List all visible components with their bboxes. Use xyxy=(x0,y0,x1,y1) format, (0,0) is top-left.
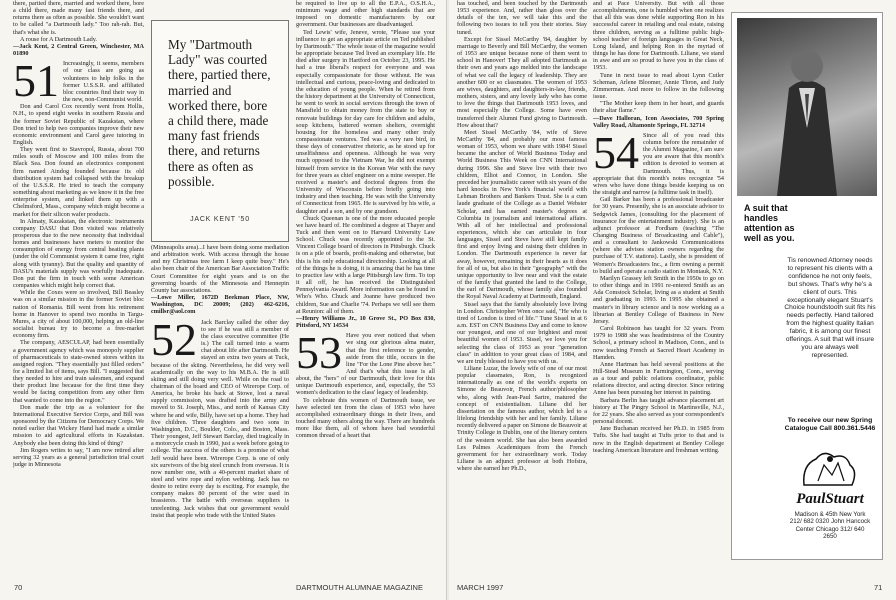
paragraph: While the Coxes were so involved, Bill Beasley was on a similar mission in the former Soviet bloc nation of Romania. Bill went from his retirement home in Hanover to spend two months in Targu-Mures, a city of about 100,000, helping an old-line socialist bureau try to become a free-market economy firm. xyxy=(13,289,144,340)
paragraph: In Almaty, Kazakstan, the electronic instruments company DASU that Don visited was relatively prosperous due to the new necessity that individual homes and businesses have meters to monitor the consumption of energy from central heating plants (under the old Communist system it came free, right along with tyranny). But the quality and quantity of DASU's materials supply was woefully inadequate. Don put the firm in touch with some American companies which might help correct that. xyxy=(13,217,144,290)
paragraph: be required to live up to all the E.P.A., O.S.H.A., minimum wage and other high standards that are imposed on domestic manufacturers by our government. Our businesses are disadvantaged. xyxy=(296,0,435,29)
paragraph: (Minneapolis area)...I have been doing some mediation and arbitration work. With access through the house and my Christmas tree farm I keep quite busy." He's also been chair of the American Bar Association Traffic Court Committee for eight years and is on the governing boards of the Minnesota and Hennepin County bar associations. xyxy=(151,244,289,294)
paragraph: They went first to Stavropol, Russia, about 700 miles south of Moscow and 100 miles from the Black Sea. Don found an electronics component firm named Aindog founded because its old distribution system had collapsed with the breakup of the U.S.S.R. He tried to teach the company something about marketing as we know it in the free enterprise system, and linked them up with a Chelmsford, Mass., company which might become a market for their silicon wafer products. xyxy=(13,146,144,218)
advertisement[interactable] xyxy=(731,12,883,560)
magazine-title: DARTMOUTH ALUMNAE MAGAZINE xyxy=(296,583,423,592)
ad-call-to-action[interactable]: To receive our new Spring Catalogue Call 800.361.5446 xyxy=(784,417,876,432)
class-year-number: 51 xyxy=(13,55,59,107)
paragraph: The company, AESCULAP, had been essentially a government agency which was monopoly supplier of pharmaceuticals to state-owned stores within its assigned region. "They essentially just filled orders" for a limited list of items, says Bill. "I suggested that they needed to hire and train salesmen, and expand their product line because for the first time they would be facing competition from any other firm that wanted to come into the region." xyxy=(13,339,144,404)
paragraph: Jack Barclay called the other day to see if he was still a member of the class executive committee (He is.) The call turned into a warm chat about life after Dartmouth. He stayed an extra two years at Tuck, because of the skiing. Nevertheless, he did very well academically on the way to his M.B.A. He is still skiing and still doing very well. While on the road to chairman of the board and CEO of Wirerope Corp. of America, he broke his back at Stowe, lost a naval supply commission, was drafted into the army and moved to St. Joseph, Miss., and north of Kansas City where he and wife, Billy, have set up a home. They had five children. Three daughters and two sons in Washington, D.C., Boulder, Colo., and Boston, Mass. Their youngest, Jeff Stewart Barclay, died tragically in a motorcycle crash in 1990, just a week before going to college. The success of the others is a promise of what Jeff would have been. Wirerope Corp. is one of only six survivors of the big steel crunch from overseas. It is now number one, with a 40-percent market share of steel and wire rope and nylon webbing. Jack has no desire to retire every day is exciting. For example, the company makes 80 percent of the wire used in brassieres. The battle with overseas suppliers is unrelenting. Jack wishes that our government would insist that people who trade with the United States xyxy=(151,318,289,519)
right-column-2 xyxy=(593,0,724,575)
paragraph: and at Pace University. But with all those accomplishments, one is humbled when one realizes that all this was done while supporting Ron in his successful career in retailing and real estate, raising three children, serving as a fulltime public high-school teacher of foreign languages in Great Neck, Long Island, and helping Ron in the myriad of things he has done for Dartmouth. Liliane, we stand in awe and are so proud to have you in the class of 1953. xyxy=(593,0,724,72)
signature: —Lowe Miller, 1672D Beekman Place, NW, Washington, DC 20009; (202) 462-6216, cmillsr@aol.com xyxy=(151,294,289,316)
paragraph: Meet Sissel McCarthy '84, wife of Steve McCarthy '84, and probably our most famous woman of 1953, whom we share with 1984! Sissel became the anchor of World Business Today and World Business This Week on CNN International during 1996. She and Steve live with their two children, Elliot and Connor, in London. She preceded her journalistic career with six years of the hard knocks in New York's financial world with Lehman Brothers and Bankers Trust. She is a cum laude graduate of the College as a Daniel Webster Scholar, and has earned master's degrees at Columbia in journalism and international affairs. With all of her intellectual and professional experiences, which she can articulate in four languages, Sissel and Steve have still kept family first and enjoy living and raising their children in London. The Dartmouth experience is never far away, however, remaining in their hearts as it does for all of us, but also in their "geography" with the unique opportunity to live near and visit the estate of the family that granted the land to the College, the earl of Dartmouth, whose family also founded the Royal Naval Academy at Dartmouth, England. xyxy=(457,128,587,301)
pull-quote-text: My "Dartmouth Lady" was courted there, partied there, married and worked there, bore a child there, made many fast friends there, and returns there as often as possible. xyxy=(168,37,271,189)
left-page xyxy=(0,0,447,600)
paragraph: has touched, and been touched by the Dartmouth 1953 experience. And, rather than gloss over the details of the ten, we will take this and the following two issues to tell you their stories. Stay tuned. xyxy=(457,0,587,36)
ad-brand-name: PaulStuart xyxy=(796,491,864,507)
class-year-number: 52 xyxy=(151,313,197,365)
page-number-left: 70 xyxy=(14,583,23,592)
paragraph: Have you ever noticed that when we sing our glorious alma mater, that the first reference to gender, aside from the title, occurs in the line "For the Lone Pine above her." And that's what this issue is all about, the "hers" of our Dartmouth, their love for this unique Dartmouth experience, and, especially, the '53 women's dedication to the class' legacy of leadership. xyxy=(296,332,435,397)
paragraph: Carol Robinson has taught for 32 years. From 1979 to 1988 she was headmistress of the Country School, a primary school in Madison, Conn., and is now teaching French at Sacred Heart Academy in Hamden. xyxy=(593,325,724,361)
paragraph: Jane Buchanan received her Ph.D. in 1985 from Tufts. She had taught at Tufts prior to that and is now in the English department at Bentley College teaching American literature and freshman writing. xyxy=(593,425,724,454)
paragraph: Increasingly, it seems, members of our class are going as volunteers to help folks in the former U.S.S.R. and affiliated bloc countries find their way in the new, non-Communist world. xyxy=(63,60,144,104)
paragraph: "The Mother keep them in her heart, and guards their altar flame." xyxy=(593,100,724,115)
paragraph: Don made the trip as a volunteer for the International Executive Service Corps, and Bill was sponsored by the Citizens for Democracy Corps. We noted earlier that Wickey Hand had made a similar mission to aid agricultural efforts in Kazakstan. Anybody else been doing this kind of thing? xyxy=(13,403,144,447)
paragraph: Except for Sissel McCarthy '84, daughter by marriage to Beverly and Bill McCarthy, the women of 1953 are unique because none of them went to school in Hanover! They all adopted Dartmouth as their own and years ago melded into the landscape of what we call the legacy of leadership. They are another 600 or so classmates. The women of 1953 are wives, daughters, and daughters-in-law, friends, mothers, sisters, and any lovely lady who has come to love the things that Dartmouth 1953 loves, and most especially the College. Some have even transferred their Alumni Fund giving to Dartmouth. How about that? xyxy=(457,35,587,129)
paragraph: Since all of you read this column before the remainder of the Alumni Magazine, I am sure you are aware that this month's edition is devoted to women at Dartmouth. Thus, it is appropriate that this month's notes recognize '54 wives who have done things beside keeping us on the straight and narrow (a fulltime task in itself). xyxy=(593,131,724,197)
paul-stuart-logo-icon xyxy=(794,445,866,489)
paragraph: Jim Rogers writes to say, "I am now retired after serving 32 years as a general jurisdiction trial court judge in Minnesota xyxy=(13,446,144,468)
ad-photo xyxy=(737,18,877,196)
pull-quote-attribution: JACK KENT '50 xyxy=(190,216,250,223)
paragraph: Ted Lewis' wife, Jeneve, wrote, "Please use your influence to get an appropriate article on Ted published by Dartmouth." The whole issue of the magazine would be appropriate because Ted lived an exemplary life. He died after surgery in Hartford on October 23, 1995. He had a true liberal's respect for everyone and was especially compassionate for those without. He was intellectual and curious, peace-loving and dedicated to the education of young people. When he retired from the history department at the University of Connecticut, he went to work in social services through the town of Mansfield to obtain money from the state to buy or renovate buildings for day care for children and adults, soup kitchens, battered women shelters, overnight housing for the homeless and many other truly compassionate ventures. Ted was a very rare bird, in these days of conservative rhetoric, as he stood up for unselfishness and openness. Although he was very much opposed to the Vietnam War, he did not exempt himself from service in the Korean War with the navy for three years as chief engineer on a mine sweeper. He received a master's and doctoral degrees from the University of Wisconsin before briefly going into industry and then teaching. He was with the University of Connecticut from 1965. He is survived by his wife, a daughter and a son, and by one grandson. xyxy=(296,28,435,215)
page-number-right: 71 xyxy=(874,583,883,592)
left-column-2 xyxy=(151,244,289,575)
signature: —Jack Kent, 2 Central Green, Winchester, MA 01890 xyxy=(13,42,144,58)
pull-quote xyxy=(151,20,289,242)
paragraph: To celebrate this women of Dartmouth issue, we have selected ten from the class of 1953 who have accomplished extraordinary things in their lives, and touched many others along the way. There are hundreds more like them, all of whom have had wonderful common thread of a heart that xyxy=(296,396,435,440)
paragraph: Gail Barker has been a professional broadcaster for 30 years. Presently, she is an associate advisor to Sedgwick James, (consulting for the placement of insurance for the entertainment industry). She is an adjunct professor at Fordham (teaching "The Changing Business of Broadcasting and Cable"), and a consultant to Jankowski Communications (where she advises station owners regarding the purchase of T.V. stations). Lastly, she is president of Women's Broadcasters Inc., a firm owning a permit to build and operate a radio station in Montauk, N.Y. xyxy=(593,196,724,275)
paragraph: Don and Carol Cox recently went from Hollis, N.H., to spend eight weeks in southern Russia and the former Soviet Republic of Kazakstan, where Don tried to help two companies improve their new economic environment and Carol gave tutoring in English. xyxy=(13,103,144,146)
right-column-1 xyxy=(457,0,587,575)
ad-body: Tis renowned Attorney needs to represent his clients with a confidence he not only feels, but shows. That's why he's a client of ours. This exceptionally elegant Stuart's Choice houndstooth suit fits his needs perfectly. Hand tailored from the highest quality Italian fabric, it is among our finest offerings. A suit that will insure you are always well represented. xyxy=(784,257,876,359)
paragraph: Marilyn Grassey left Smith in the 1950s to go on to other things and in 1991 re-entered Smith as an Ada Comstock Scholar, living as a student at Smith and graduating in 1993. In 1995 she obtained a master's in library science and is now working as a librarian at Bentley College of Business in New Jersey. xyxy=(593,274,724,325)
suit-figure-icon xyxy=(737,18,877,196)
ad-headline: A suit that handles attention as well as you. xyxy=(744,203,795,243)
class-year-number: 54 xyxy=(593,126,639,178)
issue-date: MARCH 1997 xyxy=(457,583,504,592)
left-column-1 xyxy=(13,0,144,575)
paragraph: Barbara Berlin has taught advance placement art history at The Pingry School in Martinsville, N.J., for 22 years. She also served as your correspondent's personal docent. xyxy=(593,396,724,426)
paragraph: Sissel says that the family absolutely love living in London. Christopher Wren once said, "He who is tired of London is tired of life." Tune Sissel in at 6 a.m. EST on CNN Business Day and come to know our youngest, and one of our brightest and most beautiful women of 1953. Sissel, we love you for selecting the class of 1953 as your "generation class" in addition to your great class of 1984, and we are truly blessed to have you with us. xyxy=(457,300,587,365)
class-year-number: 53 xyxy=(296,327,342,379)
paragraph: Anne Hartman has held several positions at the Hill-Stead Museum in Farmington, Conn., serving as a tour and public relations coordinator, public relations director, and acting director. Since retiring Anne has been pursuing her interest in painting. xyxy=(593,360,724,397)
right-page xyxy=(449,0,896,600)
left-column-3 xyxy=(296,0,435,575)
signature: —Dave Halloran, Icon Associates, 700 Spring Valley Road, Altamonte Springs, FL 32714 xyxy=(593,114,724,129)
paragraph: Liliane Luzar, the lovely wife of one of our most popular classmates, Ron, is recognized internationally as one of the world's experts on Simone de Beauvoir, French author/philosopher who, along with Jean-Paul Sartre, matured the concept of existentialism. Liliane did her dissertation on the famous author, which led to a lifelong friendship with her and her family. Liliane recently delivered a paper on Simone de Beauvoir at Trinity College in Dublin, one of the literary centers of the western world. She has also been awarded Les Palmes Academiques from the French government for her extraordinary work. Today Liliane is an adjunct professor at both Hofstra, where she earned her Ph.D., xyxy=(457,364,587,473)
intro-paragraph: there, partied there, married and worked there, bore a child there, made many fast friends there, and returns there as often as possible. She wouldn't want to be called "a Dartmouth lady." Too rah-rah. But, that's what she is. xyxy=(13,0,144,36)
ad-address: Madison & 45th New York 212/ 682 0320 John Hancock Center Chicago 312/ 640 2650 xyxy=(789,511,871,541)
paragraph: Tune in next issue to read about Lynn Cutler Scheman, Arlene Bloomer, Annie Thron, and Judy Zimmerman. And more to follow in the following issue. xyxy=(593,71,724,101)
paragraph: Chuck Queenan is one of the more educated people we have heard of. He combined a degree at Thayer and Tuck and then went on to Harvard University Law School. Chuck was recently appointed to the St. Vincent College board of directors in Pittsburgh. Chuck is on a pile of boards, profit-making and otherwise, but this is his only educational directorship. Looking at all of the things he is doing, it is amazing that he has time to practice law with a large Pittsburgh law firm. To top it all off, he has received the Distinguished Pennsylvania Award. More information can be found in Who's Who. Chuck and Joanne have produced two children, Sue and Charlie '74. Perhaps we will see them at Reunion: all of them. xyxy=(296,214,435,315)
signature: —Henry Williams Jr., 10 Grove St., PO Box 830, Pittsford, NY 14534 xyxy=(296,314,435,330)
intro-paragraph-2: A rouse for A Dartmouth Lady. xyxy=(20,35,97,43)
